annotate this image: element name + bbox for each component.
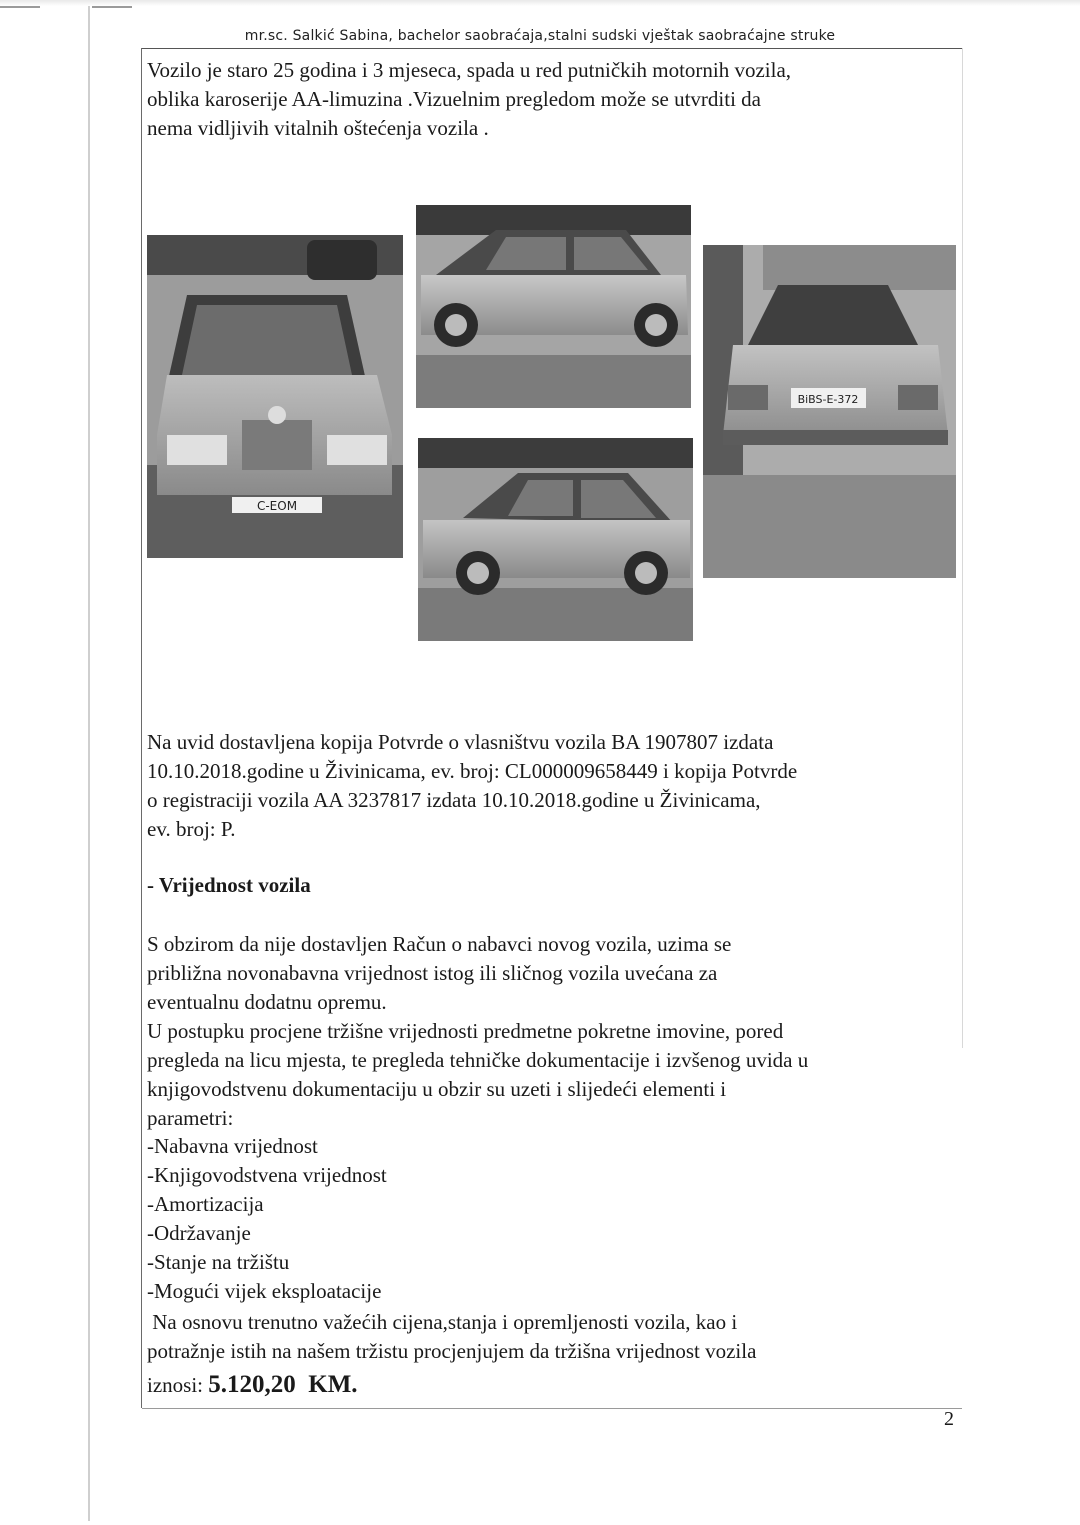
section-heading-vehicle-value: - Vrijednost vozila	[147, 873, 311, 897]
scan-mark-left	[0, 6, 40, 8]
front-plate-text: C-EOM	[256, 499, 298, 513]
text-line: Na osnovu trenutno važećih cijena,stanja i opremljenosti vozila, kao i	[147, 1310, 738, 1334]
page-left-border	[88, 6, 90, 1521]
text-line: U postupku procjene tržišne vrijednosti predmetne pokretne imovine, pored	[147, 1019, 784, 1043]
valuation-paragraph	[147, 930, 967, 1133]
car-photo-side-right	[416, 205, 691, 408]
page-number: 2	[944, 1408, 954, 1430]
text-line: 10.10.2018.godine u Živinicama, ev. broj: CL000009658449 i kopija Potvrde	[147, 759, 798, 783]
text-line: Na uvid dostavljena kopija Potvrde o vlasništvu vozila BA 1907807 izdata	[147, 730, 774, 754]
car-photo-rear	[703, 245, 956, 578]
text-line: eventualnu dodatnu opremu.	[147, 990, 387, 1014]
list-item: -Stanje na tržištu	[147, 1250, 290, 1274]
car-photo-front	[147, 235, 403, 558]
text-line: S obzirom da nije dostavljen Račun o nabavci novog vozila, uzima se	[147, 932, 732, 956]
scan-edge	[0, 0, 1080, 6]
content-right-rule	[962, 48, 963, 1048]
final-value-line	[147, 1366, 967, 1404]
text-line: o registraciji vozila AA 3237817 izdata 10.10.2018.godine u Živinicama,	[147, 788, 761, 812]
ownership-documents-paragraph	[147, 728, 967, 844]
list-item: -Nabavna vrijednost	[147, 1134, 318, 1158]
list-item: -Mogući vijek eksploatacije	[147, 1279, 382, 1303]
valuation-parameters-list	[147, 1132, 967, 1306]
rear-plate-text: BiBS-E-372	[797, 393, 859, 406]
conclusion-paragraph	[147, 1308, 967, 1404]
text-line: oblika karoserije AA-limuzina .Vizuelnim pregledom može se utvrditi da	[147, 87, 761, 111]
car-photo-side-left	[418, 438, 693, 641]
text-line: pregleda na licu mjesta, te pregleda tehničke dokumentacije i izvšenog uvida u	[147, 1048, 809, 1072]
list-item: -Knjigovodstvena vrijednost	[147, 1163, 387, 1187]
page-header: mr.sc. Salkić Sabina, bachelor saobraćaja,stalni sudski vještak saobraćajne struke	[244, 28, 836, 44]
text-line: knjigovodstvenu dokumentaciju u obzir su uzeti i slijedeći elementi i	[147, 1077, 727, 1101]
text-line: parametri:	[147, 1106, 234, 1130]
text-line: nema vidljivih vitalnih oštećenja vozila .	[147, 116, 489, 140]
text-line: potražnje istih na našem tržistu procjenjujem da tržišna vrijednost vozila	[147, 1339, 757, 1363]
content-left-rule	[141, 48, 142, 1408]
list-item: -Amortizacija	[147, 1192, 264, 1216]
text-line: Vozilo je staro 25 godina i 3 mjeseca, spada u red putničkih motornih vozila,	[147, 58, 792, 82]
vehicle-description-paragraph	[147, 56, 967, 143]
header-rule	[142, 48, 962, 49]
final-value-prefix: iznosi:	[147, 1373, 209, 1397]
scan-mark-right	[92, 6, 132, 8]
text-line: ev. broj: P.	[147, 817, 236, 841]
footer-rule	[142, 1408, 962, 1409]
market-value-amount: 5.120,20 KM.	[208, 1371, 358, 1398]
list-item: -Održavanje	[147, 1221, 251, 1245]
text-line: približna novonabavna vrijednost istog ili sličnog vozila uvećana za	[147, 961, 718, 985]
